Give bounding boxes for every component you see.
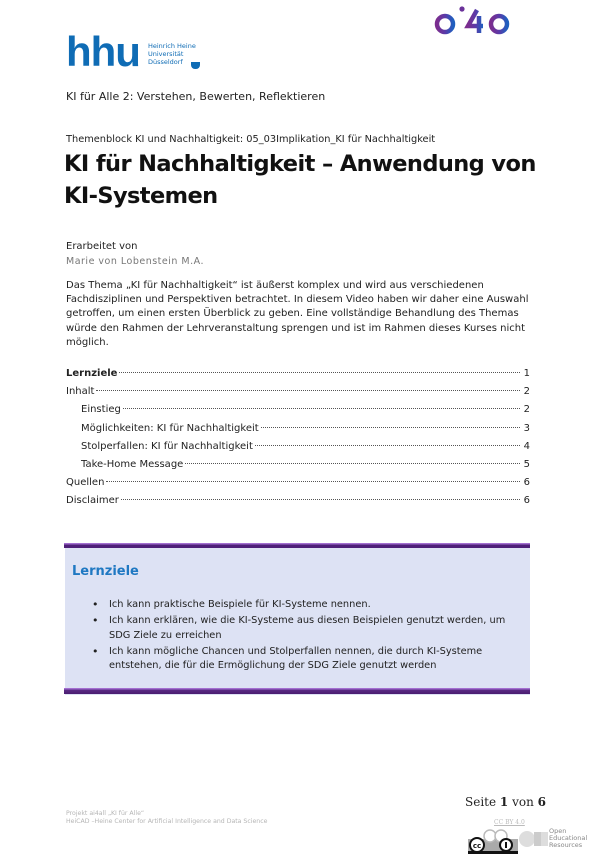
footer-project-line: Projekt ai4all „KI für Alle“ — [66, 810, 145, 817]
toc-label: Take-Home Message — [81, 458, 184, 470]
footer-project-line: HeiCAD –Heine Center for Artificial Intelligence and Data Science — [66, 817, 268, 825]
toc-entry[interactable] — [66, 477, 530, 495]
toc-label: Disclaimer — [66, 495, 119, 507]
toc-page: 4 — [523, 440, 530, 452]
toc-leader — [261, 427, 520, 428]
hhu-logo — [66, 28, 196, 75]
toc-label: Inhalt — [66, 386, 95, 398]
lernziele-heading: Lernziele — [72, 564, 139, 579]
page-total: 6 — [537, 795, 547, 809]
toc-label: Quellen — [66, 477, 105, 489]
toc-label: Möglichkeiten: KI für Nachhaltigkeit — [81, 422, 259, 434]
hhu-logo-line: Heinrich Heine — [147, 42, 196, 50]
themenblock-label: Themenblock KI und Nachhaltigkeit: 05_03Implikation_KI für Nachhaltigkeit — [66, 134, 436, 145]
document-title: KI für Nachhaltigkeit – Anwendung von KI-Systemen — [64, 151, 536, 209]
page-current: 1 — [499, 795, 509, 809]
toc-page: 3 — [523, 422, 530, 434]
toc-entry[interactable] — [66, 495, 530, 513]
toc-entry[interactable] — [66, 404, 530, 422]
toc-page: 6 — [523, 495, 530, 507]
page-prefix: Seite — [465, 795, 497, 809]
lernziele-item: • Ich kann praktische Beispiele für KI-Systeme nennen. — [92, 598, 522, 613]
author-name: Marie von Lobenstein M.A. — [66, 256, 205, 267]
toc-label: Stolperfallen: KI für Nachhaltigkeit — [81, 440, 253, 452]
toc-page: 5 — [523, 458, 530, 470]
page-mid: von — [512, 795, 534, 809]
toc-leader — [185, 463, 520, 464]
toc-leader — [255, 445, 520, 446]
hhu-logo-line: Düsseldorf — [147, 58, 183, 66]
svg-text:cc: cc — [472, 842, 482, 850]
page-number — [465, 795, 546, 809]
erarbeitet-label: Erarbeitet von — [66, 241, 138, 252]
lernziele-item: • Ich kann erklären, wie die KI-Systeme aus diesen Beispielen genutzt werden, um SDG Ziele zu erreichen — [92, 614, 522, 643]
toc-leader — [106, 481, 520, 482]
hhu-logo-line: Universität — [147, 50, 184, 58]
lernziele-bottom-border — [64, 688, 530, 694]
table-of-contents — [66, 368, 530, 514]
toc-page: 2 — [523, 386, 530, 398]
lernziele-top-border — [64, 543, 530, 548]
toc-entry[interactable] — [66, 368, 530, 386]
oer-logo — [518, 829, 550, 849]
toc-leader — [121, 499, 520, 500]
course-title: KI für Alle 2: Verstehen, Bewerten, Reflektieren — [66, 90, 326, 103]
toc-leader — [123, 408, 520, 409]
toc-label: Einstieg — [81, 404, 121, 416]
toc-entry[interactable] — [66, 459, 530, 477]
toc-entry[interactable] — [66, 386, 530, 404]
footer-project — [66, 810, 267, 825]
toc-entry[interactable] — [66, 441, 530, 459]
ai4all-logo — [433, 2, 543, 40]
toc-entry[interactable] — [66, 423, 530, 441]
oer-text: Open Educational Resources — [549, 827, 588, 850]
hhu-logo-mark: hhu — [66, 28, 140, 75]
intro-paragraph: Das Thema „KI für Nachhaltigkeit“ ist äußerst komplex und wird aus verschiedenen Fachdisziplinen und Perspektiven betrachtet. In diesem Video haben wir daher eine Auswahl getroffen, um einen ersten Überblick zu geben. Eine vollständige Behandlung des Themas würde den Rahmen der Lehrveranstaltung sprengen und ist im Rahmen dieses Kurses nicht möglich. — [66, 280, 529, 348]
toc-page: 6 — [523, 477, 530, 489]
toc-leader — [96, 390, 520, 391]
hhu-logo-dot — [191, 62, 200, 69]
lernziele-item: • Ich kann mögliche Chancen und Stolperfallen nennen, die durch KI-Systeme entstehen, die für die Ermöglichung der SDG Ziele genutzt werden — [92, 645, 522, 674]
toc-page: 2 — [523, 404, 530, 416]
hhu-logo-text — [148, 42, 196, 66]
license-link[interactable]: CC BY 4.0 — [494, 819, 525, 826]
lernziele-list — [92, 598, 522, 675]
toc-page: 1 — [523, 368, 530, 379]
toc-label: Lernziele — [66, 368, 118, 379]
toc-leader — [119, 372, 520, 373]
